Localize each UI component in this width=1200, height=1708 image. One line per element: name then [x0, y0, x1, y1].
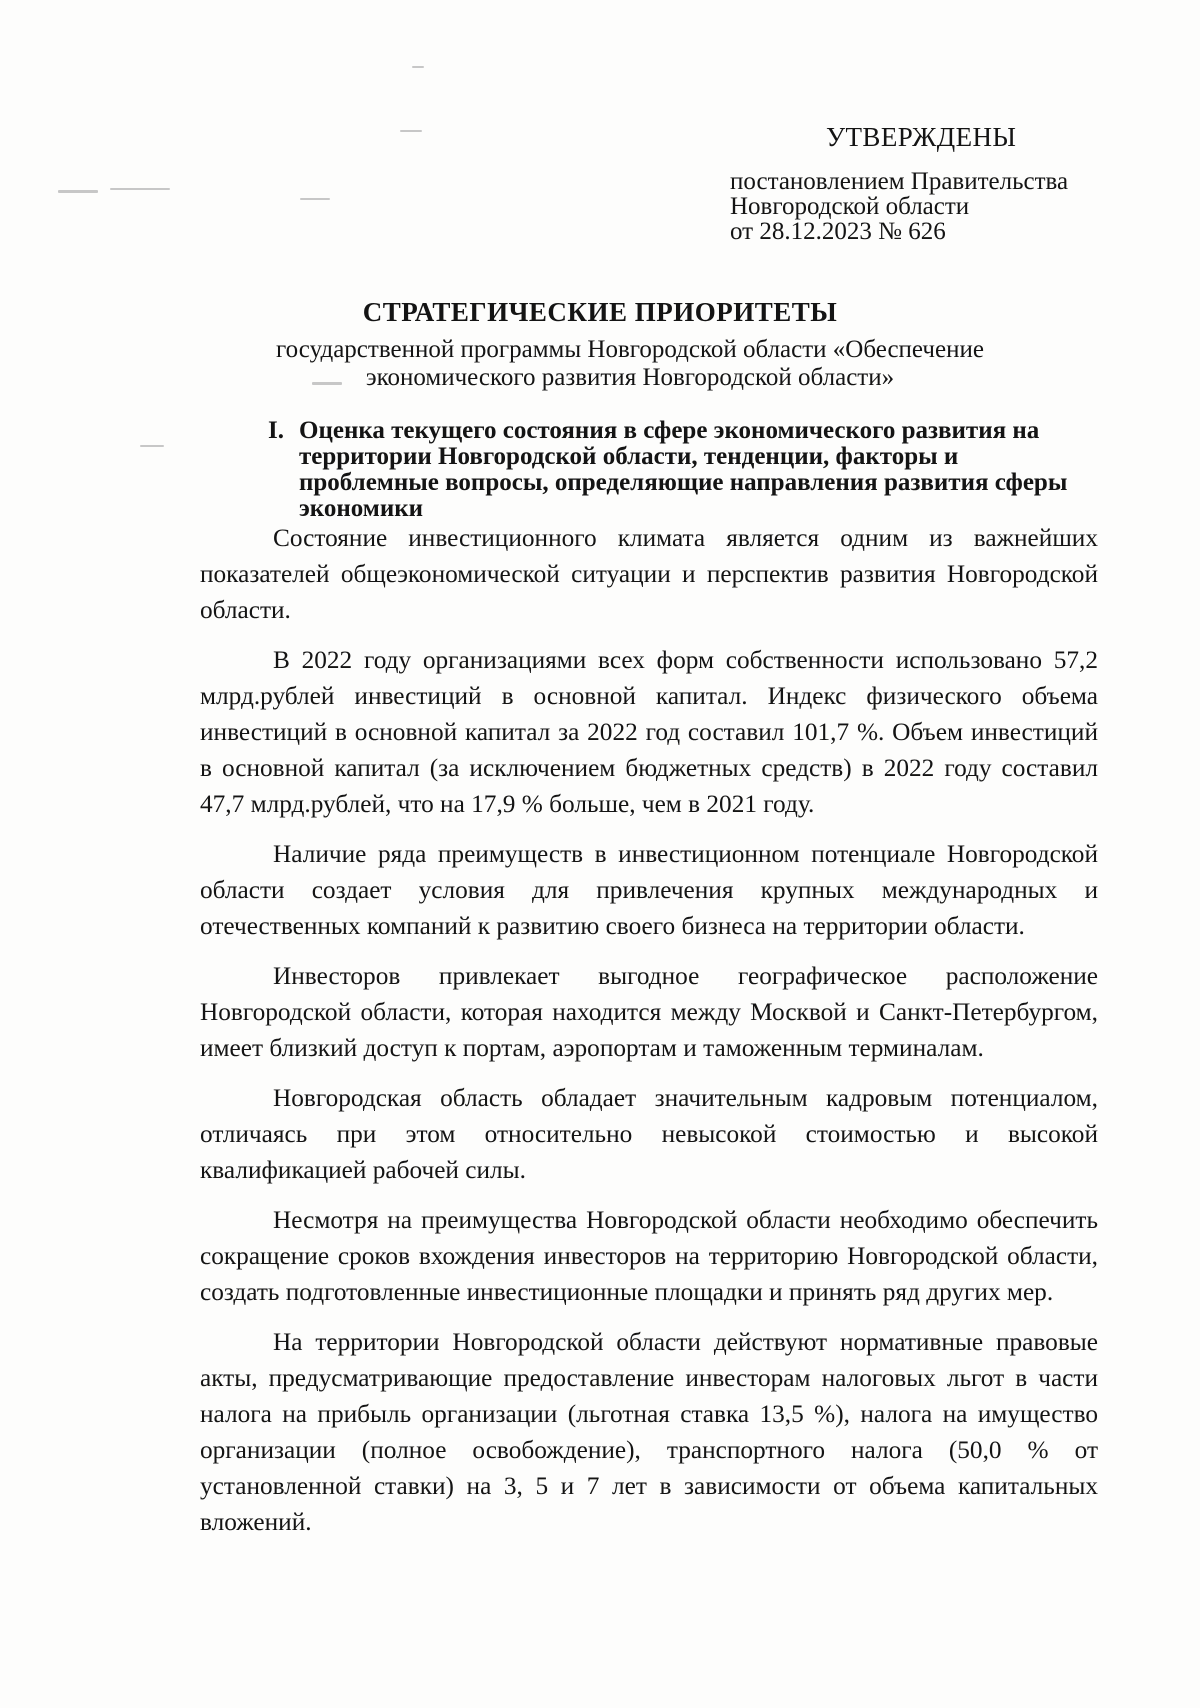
document-subtitle	[180, 336, 1080, 392]
paragraph: Инвесторов привлекает выгодное географическое расположение Новгородской области, которая находится между Москвой и Санкт-Петербургом, имеет близкий доступ к портам, аэропортам и таможенным терминалам.	[200, 962, 1098, 1062]
scan-speck	[110, 188, 170, 190]
approval-line: постановлением Правительства	[730, 168, 1069, 195]
approval-heading: УТВЕРЖДЕНЫ	[826, 122, 1017, 152]
paragraph: Несмотря на преимущества Новгородской области необходимо обеспечить сокращение сроков вхождения инвесторов на территорию Новгородской области, создать подготовленные инвестиционные площадки и принять ряд других мер.	[200, 1206, 1098, 1306]
approval-block	[730, 122, 1150, 244]
scan-speck	[58, 190, 98, 193]
section-title: Оценка текущего состояния в сфере экономического развития на территории Новгородской области, тенденции, факторы и проблемные вопросы, определяющие направления развития сферы экономики	[299, 417, 1068, 522]
approval-line: от 28.12.2023 № 626	[730, 218, 946, 245]
paragraph: Новгородская область обладает значительным кадровым потенциалом, отличаясь при этом относительно невысокой стоимостью и высокой квалификацией рабочей силы.	[200, 1084, 1098, 1184]
subtitle-line: экономического развития Новгородской области»	[365, 364, 895, 391]
scan-speck	[300, 198, 330, 200]
section-number: I.	[268, 417, 284, 444]
scan-speck	[140, 445, 164, 447]
paragraph: В 2022 году организациями всех форм собственности использовано 57,2 млрд.рублей инвестиций в основной капитал. Индекс физического объема инвестиций в основной капитал за 2022 год составил 101,7 %. Объем инвестиций в основной капитал (за исключением бюджетных средств) в 2022 году составил 47,7 млрд.рублей, что на 17,9 % больше, чем в 2021 году.	[200, 646, 1098, 818]
document-title: СТРАТЕГИЧЕСКИЕ ПРИОРИТЕТЫ	[362, 297, 838, 327]
paragraph: Состояние инвестиционного климата является одним из важнейших показателей общеэкономической ситуации и перспектив развития Новгородской области.	[200, 524, 1098, 624]
paragraph: На территории Новгородской области действуют нормативные правовые акты, предусматривающие предоставление инвесторам налоговых льгот в части налога на прибыль организации (льготная ставка 13,5 %), налога на имущество организации (полное освобождение), транспортного налога (50,0 % от установленной ставки) на 3, 5 и 7 лет в зависимости от объема капитальных вложений.	[200, 1328, 1098, 1536]
approval-line: Новгородской области	[730, 193, 970, 220]
scan-speck	[412, 66, 424, 68]
subtitle-line: государственной программы Новгородской области «Обеспечение	[276, 336, 984, 363]
section-heading	[268, 418, 1098, 522]
body-text	[200, 520, 1098, 1540]
paragraph: Наличие ряда преимуществ в инвестиционном потенциале Новгородской области создает условия для привлечения крупных международных и отечественных компаний к развитию своего бизнеса на территории области.	[200, 840, 1098, 940]
scan-speck	[400, 130, 422, 132]
